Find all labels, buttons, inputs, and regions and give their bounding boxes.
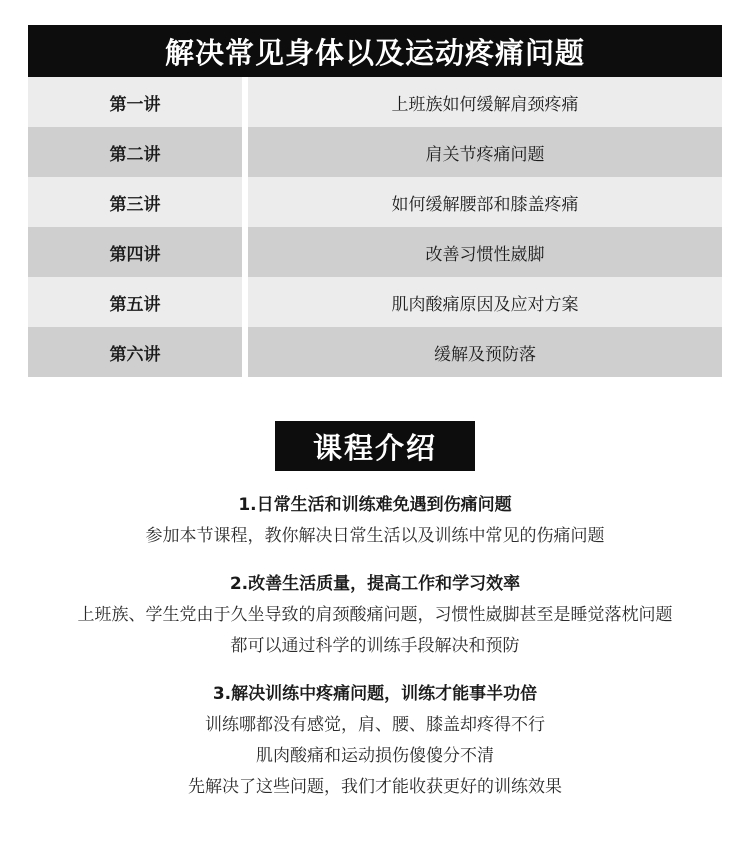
lecture-number: 第一讲 — [28, 77, 242, 127]
intro-section-line: 参加本节课程，教你解决日常生活以及训练中常见的伤痛问题 — [145, 526, 605, 546]
lecture-number: 第四讲 — [28, 227, 242, 277]
lecture-topic: 如何缓解腰部和膝盖疼痛 — [248, 177, 722, 227]
intro-section-line: 肌肉酸痛和运动损伤傻傻分不清 — [256, 746, 494, 766]
intro-section-line: 都可以通过科学的训练手段解决和预防 — [230, 636, 520, 656]
intro-section-title: 2.改善生活质量，提高工作和学习效率 — [229, 574, 521, 594]
intro-section-line: 训练哪都没有感觉，肩、腰、膝盖却疼得不行 — [205, 715, 545, 735]
table-row — [28, 227, 722, 277]
intro-section-title: 1.日常生活和训练难免遇到伤痛问题 — [238, 495, 512, 515]
lecture-number: 第六讲 — [28, 327, 242, 377]
page-title: 解决常见身体以及运动疼痛问题 — [28, 25, 722, 77]
lecture-topic: 改善习惯性崴脚 — [248, 227, 722, 277]
intro-section-line: 先解决了这些问题，我们才能收获更好的训练效果 — [188, 777, 562, 797]
lecture-topic: 缓解及预防落 — [248, 327, 722, 377]
lecture-topic: 肩关节疼痛问题 — [248, 127, 722, 177]
lecture-topic: 肌肉酸痛原因及应对方案 — [248, 277, 722, 327]
lecture-number: 第三讲 — [28, 177, 242, 227]
table-row — [28, 277, 722, 327]
lecture-number: 第五讲 — [28, 277, 242, 327]
table-row — [28, 177, 722, 227]
lecture-number: 第二讲 — [28, 127, 242, 177]
intro-section — [0, 569, 750, 662]
table-row — [28, 127, 722, 177]
course-intro — [0, 490, 750, 820]
lecture-topic: 上班族如何缓解肩颈疼痛 — [248, 77, 722, 127]
section-heading-course-intro: 课程介绍 — [275, 421, 475, 471]
table-row — [28, 327, 722, 377]
intro-section — [0, 490, 750, 552]
table-row — [28, 77, 722, 127]
intro-section-line: 上班族、学生党由于久坐导致的肩颈酸痛问题，习惯性崴脚甚至是睡觉落枕问题 — [77, 605, 673, 625]
intro-section-title: 3.解决训练中疼痛问题，训练才能事半功倍 — [212, 684, 538, 704]
lecture-table — [28, 77, 722, 377]
intro-section — [0, 679, 750, 803]
